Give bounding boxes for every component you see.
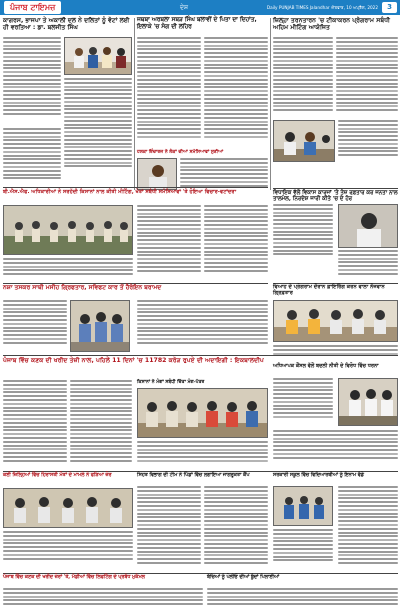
article-body [3, 128, 61, 184]
headline: ਬੀ.ਐਸ.ਐਫ. ਅਧਿਕਾਰੀਆਂ ਨੇ ਸਰਹੱਦੀ ਕਿਸਾਨਾਂ ਨਾਲ ਕੀਤੀ ਮੀਟਿੰਗ, ਖੇਤਾਂ ਸਬੰਧੀ ਸਮੱਸਿਆਵਾਂ 'ਤੇ ਹੋਇਆ ਵਿਚਾਰ-ਵਟਾਂਦਰਾ [3, 189, 237, 195]
masthead [0, 0, 400, 15]
article-body [204, 205, 268, 280]
article-body [273, 204, 333, 264]
article-photo [273, 300, 398, 342]
headline: ਹਲਕਾ ਇੰਚਾਰਜ ਨੇ ਲੋਕਾਂ ਦੀਆਂ ਸਮੱਸਿਆਵਾਂ ਸੁਣੀਆਂ [137, 150, 224, 155]
headline: ਬੱਚਿਆਂ ਨੂੰ ਪੋਲੀਓ ਦੀਆਂ ਬੂੰਦਾਂ ਪਿਲਾਈਆਂ [207, 575, 280, 580]
article-photo [338, 204, 398, 248]
article-body [336, 37, 398, 117]
section-rule [3, 471, 398, 472]
article-body [64, 78, 132, 182]
section-rule [3, 187, 268, 188]
article-body [3, 37, 61, 125]
article-body [137, 441, 268, 469]
article-photo [64, 37, 132, 75]
article-body [137, 486, 201, 570]
section-rule [273, 188, 398, 189]
edition-date: Daily PUNJAB TIMES Jalandhar ਐਤਵਾਰ, 10 ਅਪ੍ਰੈਲ, 2022 [266, 5, 378, 10]
article-photo [273, 120, 335, 162]
headline: ਜ਼ਿਲ੍ਹਾ ਤਰਨਤਾਰਨ 'ਚ ਟੀਕਾਕਰਨ ਪ੍ਰੋਗਰਾਮ ਸਬੰਧੀ ਅਹਿਮ ਮੀਟਿੰਗ ਆਯੋਜਿਤ [273, 17, 391, 32]
article-photo [137, 388, 268, 438]
headline: ਕਈ ਜ਼ਿਲ੍ਹਿਆਂ ਵਿੱਚ ਹਿਰਾਸਤੀ ਮੌਤਾਂ ਦੇ ਮਾਮਲੇ ਨੇ ਫੜਿਆ ਜ਼ੋਰ [3, 473, 112, 478]
section-rule [3, 355, 398, 356]
section-rule [3, 573, 398, 574]
article-body [338, 486, 398, 570]
section-label: ਦੇਸ਼ [180, 4, 188, 11]
headline: ਕਿਸਾਨਾਂ ਨੇ ਮੰਗਾਂ ਸਬੰਧੀ ਦਿੱਤਾ ਮੰਗ-ਪੱਤਰ [137, 380, 205, 385]
article-body [180, 158, 268, 190]
article-body [273, 37, 333, 117]
article-photo [273, 486, 333, 526]
headline: ਪੰਜਾਬ ਵਿੱਚ ਕਣਕ ਦੀ ਖਰੀਦ ਤੇਜ਼ੀ ਨਾਲ, ਪਹਿਲੇ 11 ਦਿਨਾਂ 'ਚ 11782 ਕਰੋੜ ਰੁਪਏ ਦੀ ਅਦਾਇਗੀ : ਇਕਬਾਲਦੀਪ [3, 357, 264, 364]
headline: ਪੰਜਾਬ ਵਿੱਚ ਕਣਕ ਦੀ ਖਰੀਦ ਜ਼ੋਰਾਂ 'ਤੇ, ਮੰਡੀਆਂ ਵਿੱਚ ਲਿਫਟਿੰਗ ਦੇ ਪ੍ਰਬੰਧ ਮੁਕੰਮਲ [3, 575, 145, 580]
newspaper-logo: ਪੰਜਾਬ ਟਾਇਮਜ਼ [4, 1, 61, 14]
article-photo [338, 378, 398, 426]
headline: ਨਸ਼ਾ ਤਸਕਰ ਸਾਥੀ ਮਸੀਹ ਗ੍ਰਿਫਤਾਰ, ਸਵਿਫਟ ਕਾਰ ਤੋਂ ਹੈਰੋਇਨ ਬਰਾਮਦ [3, 284, 162, 291]
article-body [273, 345, 398, 361]
headline: ਸਰਕਾਰੀ ਸਕੂਲ ਵਿੱਚ ਵਿਦਿਆਰਥੀਆਂ ਨੂੰ ਇਨਾਮ ਵੰਡੇ [273, 473, 364, 478]
page-number: 3 [382, 2, 397, 13]
article-body [207, 588, 398, 610]
article-photo [3, 488, 133, 528]
article-body [3, 380, 67, 468]
article-photo [137, 158, 177, 190]
article-body [137, 205, 201, 280]
column-rule [270, 18, 271, 190]
article-body [204, 486, 268, 570]
headline: ਕਾਗਰਸ, ਭਾਜਪਾ ਤੇ ਅਕਾਲੀ ਦਲ ਨੇ ਦਲਿਤਾਂ ਨੂੰ ਵੋਟਾਂ ਲਈ ਹੀ ਵਰਤਿਆ : ਡਾ. ਬਲਜੀਤ ਸਿੰਘ [3, 17, 130, 31]
headline: ਜਥਬਾ ਅਰਬਲਾ ਸਬੜ ਸਿੰਘ ਬਲਾਵੀਂ ਦੇ ਪਿਤਾ ਦਾ ਦਿਹਾਂਤ, ਇਲਾਕੇ 'ਚ ਸੋਗ ਦੀ ਲਹਿਰ [137, 17, 257, 30]
article-body [70, 380, 132, 468]
article-body [137, 300, 268, 352]
article-body [137, 37, 201, 147]
article-body [3, 588, 203, 610]
article-photo [3, 205, 133, 255]
headline: ਵਿਆਹ ਦੇ ਪ੍ਰੋਗਰਾਮ ਦੌਰਾਨ ਫ਼ਾਇਰਿੰਗ ਕਰਨ ਵਾਲਾ ਨੌਜਵਾਨ ਗ੍ਰਿਫ਼ਤਾਰ [273, 284, 385, 296]
column-rule [134, 18, 135, 190]
article-body [3, 531, 133, 571]
article-body [273, 430, 398, 470]
article-body [273, 378, 333, 428]
headline: ਸਿਹਤ ਵਿਭਾਗ ਦੀ ਟੀਮ ਨੇ ਪਿੰਡਾਂ ਵਿੱਚ ਲਗਾਇਆ ਜਾਗਰੂਕਤਾ ਕੈਂਪ [137, 473, 250, 478]
article-body [338, 120, 398, 162]
article-body [338, 250, 398, 280]
headline: ਵਿਧਾਇਕ ਵੱਲੋਂ ਵਿਕਾਸ ਕਾਰਜਾਂ 'ਤੇ ਤੇਜ਼ ਰਫ਼ਤਾਰ ਕਰ ਜਨਤਾ ਨਾਲ ਤਾਲਮੇਲ, ਨਿਰਦੇਸ਼ ਜਾਰੀ ਕੀਤੇ 'ਚ ਦੇ ਹੋਰ [273, 190, 398, 203]
article-body [3, 258, 133, 280]
article-body [3, 300, 67, 352]
article-photo [70, 300, 130, 352]
article-body [273, 529, 333, 571]
headline: ਅਧਿਆਪਕ ਕੌਂਸਲ ਵੱਲੋਂ ਬਦਲੀ ਨੀਤੀ ਦੇ ਵਿਰੋਧ ਵਿੱਚ ਧਰਨਾ [273, 363, 379, 369]
article-body [204, 37, 268, 147]
